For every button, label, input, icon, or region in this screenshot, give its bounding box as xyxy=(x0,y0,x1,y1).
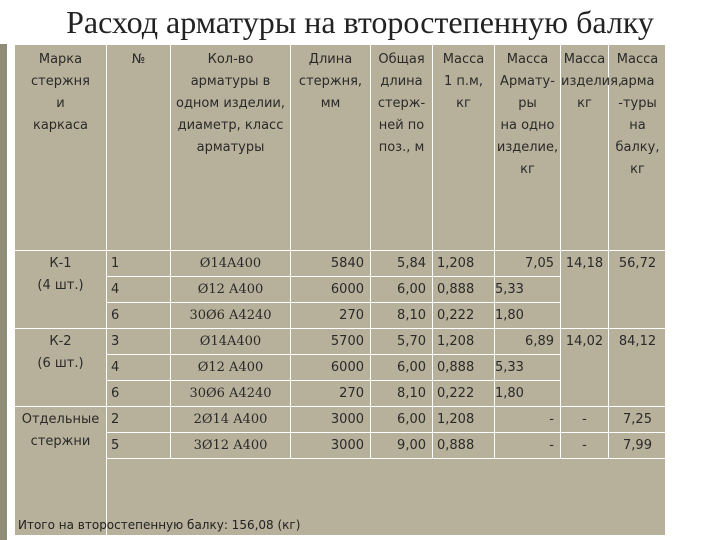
cell-mass-beam: 7,25 xyxy=(609,407,667,433)
cell-number: 4 xyxy=(107,355,171,381)
cell-mass-rebar: 1,80 xyxy=(495,381,561,407)
cell-count: Ø12 A400 xyxy=(171,277,291,303)
header-count: Кол-во арматуры в одном изделии, диаметр, класс арматуры xyxy=(171,45,291,251)
cell-number: 3 xyxy=(107,329,171,355)
cell-mass-per-meter: 0,888 xyxy=(433,277,495,303)
header-total-length: Общая длина стерж- ней по поз., м xyxy=(371,45,433,251)
cell-mass-rebar: 6,89 xyxy=(495,329,561,355)
cell-length: 6000 xyxy=(291,355,371,381)
cell-count: Ø14A400 xyxy=(171,251,291,277)
rebar-table xyxy=(14,44,666,536)
cell-mass-rebar: 7,05 xyxy=(495,251,561,277)
cell-mass-per-meter: 1,208 xyxy=(433,329,495,355)
cell-count: 30Ø6 A4240 xyxy=(171,381,291,407)
group-mass-item: 14,02 xyxy=(561,329,609,407)
group-mark: К-2 (6 шт.) xyxy=(15,329,107,407)
cell-mass-per-meter: 0,888 xyxy=(433,433,495,459)
cell-count: 2Ø14 A400 xyxy=(171,407,291,433)
cell-count: Ø14A400 xyxy=(171,329,291,355)
cell-number: 5 xyxy=(107,433,171,459)
cell-length: 3000 xyxy=(291,407,371,433)
cell-length: 270 xyxy=(291,381,371,407)
total-footer: Итого на второстепенную балку: 156,08 (кг) xyxy=(18,518,301,532)
header-mass-beam: Масса арма -туры на балку, кг xyxy=(609,45,667,251)
group-mass-beam: 56,72 xyxy=(609,251,667,329)
cell-mass-rebar: - xyxy=(495,433,561,459)
header-number: № xyxy=(107,45,171,251)
cell-number: 2 xyxy=(107,407,171,433)
header-mark: Марка стержня и каркаса xyxy=(15,45,107,251)
cell-mass-per-meter: 1,208 xyxy=(433,407,495,433)
cell-mass-rebar: 5,33 xyxy=(495,277,561,303)
cell-length: 5840 xyxy=(291,251,371,277)
cell-mass-item: - xyxy=(561,407,609,433)
cell-length: 270 xyxy=(291,303,371,329)
cell-total-length: 8,10 xyxy=(371,303,433,329)
cell-total-length: 5,84 xyxy=(371,251,433,277)
cell-number: 6 xyxy=(107,303,171,329)
cell-length: 6000 xyxy=(291,277,371,303)
cell-mass-rebar: 5,33 xyxy=(495,355,561,381)
cell-mass-per-meter: 1,208 xyxy=(433,251,495,277)
header-mass-item: Масса изделия, кг xyxy=(561,45,609,251)
cell-number: 6 xyxy=(107,381,171,407)
cell-count: 30Ø6 A4240 xyxy=(171,303,291,329)
cell-mass-rebar: - xyxy=(495,407,561,433)
cell-count: Ø12 A400 xyxy=(171,355,291,381)
header-mass-rebar-item: Масса Армату- ры на одно изделие, кг xyxy=(495,45,561,251)
cell-total-length: 8,10 xyxy=(371,381,433,407)
cell-length: 3000 xyxy=(291,433,371,459)
cell-mass-beam: 7,99 xyxy=(609,433,667,459)
cell-mass-rebar: 1,80 xyxy=(495,303,561,329)
group-mass-item: 14,18 xyxy=(561,251,609,329)
cell-mass-per-meter: 0,222 xyxy=(433,303,495,329)
cell-count: 3Ø12 A400 xyxy=(171,433,291,459)
cell-total-length: 6,00 xyxy=(371,355,433,381)
cell-total-length: 5,70 xyxy=(371,329,433,355)
header-length: Длина стержня, мм xyxy=(291,45,371,251)
cell-mass-item: - xyxy=(561,433,609,459)
cell-mass-per-meter: 0,222 xyxy=(433,381,495,407)
cell-number: 1 xyxy=(107,251,171,277)
cell-number: 4 xyxy=(107,277,171,303)
cell-total-length: 6,00 xyxy=(371,277,433,303)
cell-total-length: 9,00 xyxy=(371,433,433,459)
group-mark: К-1 (4 шт.) xyxy=(15,251,107,329)
cell-mass-per-meter: 0,888 xyxy=(433,355,495,381)
decorative-bar xyxy=(0,44,7,540)
header-mass-per-meter: Масса 1 п.м, кг xyxy=(433,45,495,251)
cell-total-length: 6,00 xyxy=(371,407,433,433)
group-mark: Отдельные стержни xyxy=(15,407,107,537)
page-title: Расход арматуры на второстепенную балку xyxy=(66,4,654,40)
group-mass-beam: 84,12 xyxy=(609,329,667,407)
cell-length: 5700 xyxy=(291,329,371,355)
